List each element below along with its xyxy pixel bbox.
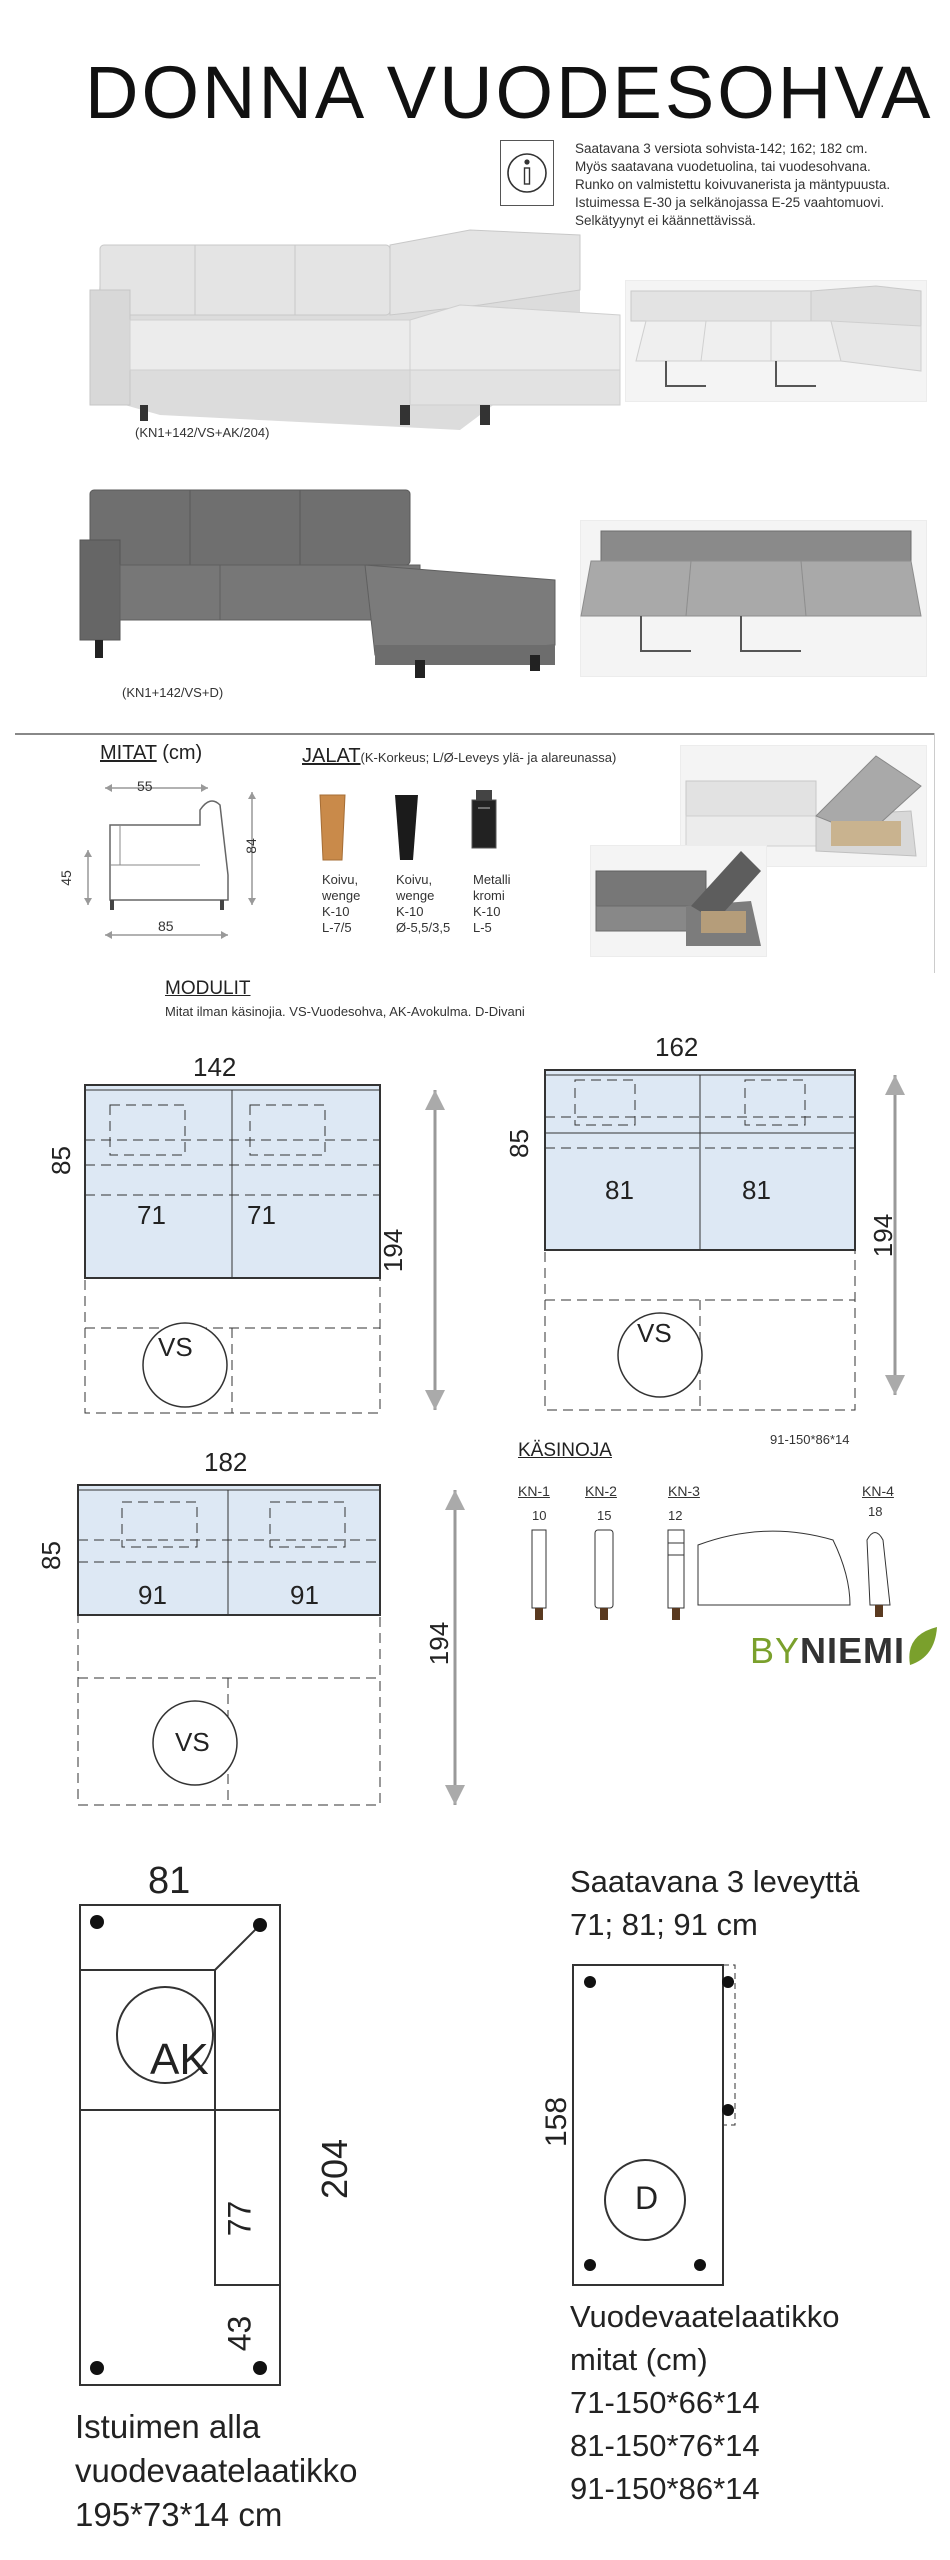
mitat-unit: (cm)	[156, 742, 203, 764]
info-line: Runko on valmistettu koivuvanerista ja mäntypuusta.	[575, 177, 891, 192]
info-icon	[501, 141, 553, 205]
module-162-depth: 85	[503, 1129, 534, 1158]
divani-drawer-line: mitat (cm)	[570, 2342, 708, 2377]
module-162-length: 194	[868, 1213, 899, 1258]
kn1-name: KN-1	[518, 1483, 550, 1499]
divani-label: D	[635, 2180, 659, 2216]
kn3-width: 12	[668, 1508, 683, 1523]
caption-photo-1: (KN1+142/VS+AK/204)	[135, 425, 270, 440]
leg-3-line: kromi	[473, 888, 505, 903]
mitat-heading	[100, 742, 202, 765]
kn2-profile	[595, 1530, 613, 1608]
kn1-width: 10	[532, 1508, 547, 1523]
armrest-profiles	[515, 1525, 935, 1635]
ak-label: AK	[150, 2035, 209, 2084]
divani-drawer-line: 91-150*86*14	[570, 2471, 760, 2506]
module-182-length: 194	[424, 1621, 455, 1666]
kn4-width: 18	[868, 1504, 883, 1519]
jalat-note: (K-Korkeus; L/Ø-Leveys ylä- ja alareunassa)	[360, 750, 617, 765]
leaf-icon	[905, 1625, 940, 1670]
jalat-label: JALAT	[302, 745, 361, 767]
ak-drawer-line: Istuimen alla	[75, 2408, 261, 2445]
divani-avail	[570, 1860, 860, 1946]
leg-2-line: Koivu,	[396, 872, 433, 887]
mitat-total-height: 84	[242, 838, 259, 854]
leg-1-line: Koivu,	[322, 872, 359, 887]
logo-niemi: NIEMI	[800, 1630, 906, 1671]
ak-inner: 77	[221, 2200, 258, 2237]
module-182-seat-b: 91	[290, 1580, 319, 1610]
kasinoja-label: KÄSINOJA	[518, 1440, 612, 1461]
module-142-width: 142	[193, 1052, 237, 1082]
kn4-profile	[867, 1533, 890, 1606]
module-162-width: 162	[655, 1032, 699, 1062]
jalat-heading	[302, 745, 616, 768]
leg-1-spec	[322, 872, 360, 936]
leg-1-line: K-10	[322, 904, 350, 919]
ak-diagram	[75, 1900, 315, 2400]
leg-1-line: wenge	[322, 888, 361, 903]
jalat-legs	[300, 780, 530, 870]
page-title: DONNA VUODESOHVA	[85, 51, 934, 134]
leg-2-line: Ø-5,5/3,5	[396, 920, 451, 935]
module-142-seat-a: 71	[137, 1200, 166, 1230]
kn3-profile	[668, 1530, 684, 1608]
leg-wenge-round	[395, 795, 418, 860]
photo-storage-grey	[590, 845, 767, 957]
info-line: Selkätyynyt ei käännettävissä.	[575, 213, 756, 228]
info-text	[575, 140, 945, 230]
divani-drawer-line: Vuodevaatelaatikko	[570, 2299, 840, 2334]
mitat-label: MITAT	[100, 742, 157, 764]
divani-avail-line: 71; 81; 91 cm	[570, 1907, 758, 1942]
modulit-label: MODULIT	[165, 978, 251, 999]
kn3-name: KN-3	[668, 1483, 700, 1499]
leg-2-spec	[396, 872, 450, 936]
leg-2-line: wenge	[396, 888, 435, 903]
module-182-depth: 85	[35, 1541, 66, 1570]
logo-by: BY	[750, 1630, 801, 1671]
info-line: Istuimessa E-30 ja selkänojassa E-25 vaahtomuovi.	[575, 195, 885, 210]
module-182-vs: VS	[175, 1727, 210, 1757]
divani-drawer-line: 71-150*66*14	[570, 2385, 760, 2420]
module-182-seat-a: 91	[138, 1580, 167, 1610]
photo-chaise-sofa-grey	[75, 485, 565, 685]
section-divider-vertical	[934, 733, 935, 973]
mitat-depth: 55	[137, 778, 153, 794]
divani-length: 158	[540, 2096, 574, 2148]
module-182-width: 182	[204, 1447, 248, 1477]
leg-1-line: L-7/5	[322, 920, 352, 935]
kasinoja-top-note: 91-150*86*14	[770, 1432, 850, 1447]
ak-length: 204	[314, 2138, 356, 2200]
leg-3-line: K-10	[473, 904, 501, 919]
byniemi-logo	[750, 1630, 905, 1672]
divani-avail-line: Saatavana 3 leveyttä	[570, 1864, 860, 1899]
leg-metal-chrome	[472, 800, 496, 848]
module-142-vs: VS	[158, 1332, 193, 1362]
module-142-length: 194	[378, 1228, 409, 1273]
photo-corner-sofa-light	[80, 230, 620, 450]
info-icon-frame	[500, 140, 554, 206]
leg-3-line: Metalli	[473, 872, 511, 887]
divani-diagram	[570, 1960, 750, 2290]
module-162-diagram	[510, 1035, 930, 1415]
ak-small: 43	[221, 2315, 258, 2352]
leg-2-line: K-10	[396, 904, 424, 919]
ak-drawer-line: 195*73*14 cm	[75, 2496, 283, 2533]
divani-drawer-line: 81-150*76*14	[570, 2428, 760, 2463]
kn4-name: KN-4	[862, 1483, 894, 1499]
leg-3-line: L-5	[473, 920, 492, 935]
caption-photo-2: (KN1+142/VS+D)	[122, 685, 224, 700]
photo-bed-open-light	[625, 280, 927, 402]
kn3-side-profile	[698, 1531, 850, 1605]
kn2-width: 15	[597, 1508, 612, 1523]
module-162-seat-a: 81	[605, 1175, 634, 1205]
module-142-seat-b: 71	[247, 1200, 276, 1230]
mitat-seat-height: 45	[57, 870, 74, 886]
leg-birch-square	[320, 795, 345, 860]
leg-3-spec	[473, 872, 511, 936]
info-line: Myös saatavana vuodetuolina, tai vuodesohvana.	[575, 159, 871, 174]
kn2-name: KN-2	[585, 1483, 617, 1499]
ak-drawer-line: vuodevaatelaatikko	[75, 2452, 358, 2489]
kn1-profile	[532, 1530, 546, 1608]
section-divider	[15, 733, 935, 735]
ak-width: 81	[148, 1860, 191, 1902]
module-162-vs: VS	[637, 1318, 672, 1348]
photo-bed-open-grey	[580, 520, 927, 677]
mitat-width: 85	[158, 918, 174, 934]
module-142-depth: 85	[45, 1146, 76, 1175]
divani-drawer-text	[570, 2295, 839, 2510]
ak-drawer-text	[75, 2405, 358, 2537]
info-line: Saatavana 3 versiota sohvista-142; 162; 182 cm.	[575, 141, 868, 156]
modulit-note: Mitat ilman käsinojia. VS-Vuodesohva, AK-Avokulma. D-Divani	[165, 1004, 525, 1019]
module-162-seat-b: 81	[742, 1175, 771, 1205]
